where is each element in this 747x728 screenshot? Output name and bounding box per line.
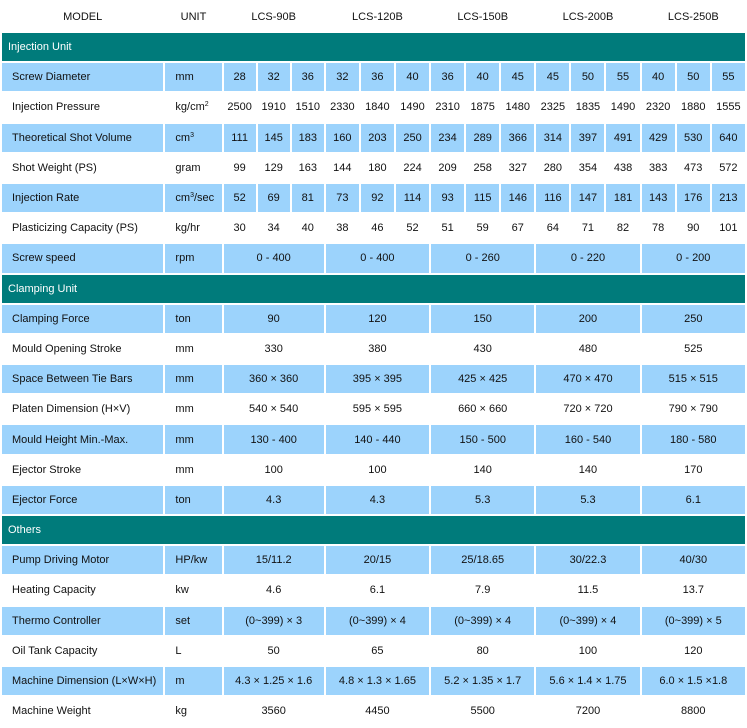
spec-value: 289 [466,124,499,152]
spec-value: 530 [677,124,710,152]
spec-value: 55 [606,63,639,91]
spec-value: (0~399) × 4 [431,607,534,635]
spec-row-injection-rate [2,184,745,212]
spec-row-injection-pressure [2,93,745,121]
spec-value: 1480 [501,93,534,121]
spec-value: 330 [224,335,324,363]
spec-value: 52 [224,184,256,212]
spec-value: 163 [292,154,324,182]
header-model-lcs-250b: LCS-250B [642,2,745,31]
spec-value: 100 [224,456,324,484]
spec-value: 30 [224,214,256,242]
spec-unit [165,576,221,604]
spec-value: 200 [536,305,639,333]
spec-value: 280 [536,154,569,182]
spec-value: 181 [606,184,639,212]
spec-value: 67 [501,214,534,242]
spec-row-theoretical-shot-volume [2,124,745,152]
spec-value: 5.3 [431,486,534,514]
spec-value: 1490 [606,93,639,121]
spec-unit-superscript: 3 [190,131,194,139]
spec-value: 101 [712,214,745,242]
spec-value: 0 - 400 [224,244,324,272]
spec-value: 50 [677,63,710,91]
spec-value: 140 [431,456,534,484]
spec-unit [165,425,221,453]
spec-value: 0 - 220 [536,244,639,272]
spec-value: 36 [431,63,464,91]
spec-unit [165,637,221,665]
spec-unit-text: m [175,675,185,688]
spec-value: 1835 [571,93,604,121]
spec-label: Ejector Force [2,486,163,514]
spec-value: 130 - 400 [224,425,324,453]
spec-value: 92 [361,184,394,212]
spec-value: (0~399) × 5 [642,607,745,635]
spec-value: 90 [224,305,324,333]
spec-unit-text: kw [175,584,189,597]
section-header-others [2,516,745,544]
spec-value: 147 [571,184,604,212]
spec-value: 209 [431,154,464,182]
spec-unit-text: rpm [175,252,195,265]
spec-value: 11.5 [536,576,639,604]
spec-label: Heating Capacity [2,576,163,604]
spec-unit-text: gram [175,161,201,174]
spec-label: Shot Weight (PS) [2,154,163,182]
spec-row-mould-height-min-max [2,425,745,453]
spec-value: 50 [224,637,324,665]
spec-value: (0~399) × 3 [224,607,324,635]
spec-value: 145 [258,124,290,152]
section-title: Others [2,516,745,544]
spec-value: 34 [258,214,290,242]
spec-unit [165,124,221,152]
spec-value: (0~399) × 4 [536,607,639,635]
spec-value: 660 × 660 [431,395,534,423]
spec-value: 146 [501,184,534,212]
spec-value: 81 [292,184,324,212]
spec-value: 32 [258,63,290,91]
spec-value: 160 [326,124,359,152]
spec-value: 160 - 540 [536,425,639,453]
spec-label: Screw Diameter [2,63,163,91]
spec-value: 383 [642,154,675,182]
spec-value: 250 [396,124,429,152]
spec-value: 144 [326,154,359,182]
spec-value: 515 × 515 [642,365,745,393]
spec-value: 71 [571,214,604,242]
spec-value: 380 [326,335,429,363]
spec-value: (0~399) × 4 [326,607,429,635]
spec-row-platen-dimension-h-v [2,395,745,423]
spec-label: Oil Tank Capacity [2,637,163,665]
spec-value: 183 [292,124,324,152]
spec-label: Platen Dimension (H×V) [2,395,163,423]
spec-value: 5.2 × 1.35 × 1.7 [431,667,534,695]
spec-label: Clamping Force [2,305,163,333]
spec-value: 2320 [642,93,675,121]
spec-value: 4.3 × 1.25 × 1.6 [224,667,324,695]
spec-row-space-between-tie-bars [2,365,745,393]
spec-unit-text: cm [175,131,191,144]
spec-row-mould-opening-stroke [2,335,745,363]
section-title: Injection Unit [2,33,745,61]
spec-label: Thermo Controller [2,607,163,635]
spec-value: 111 [224,124,256,152]
spec-unit-superscript: 2 [204,101,209,109]
header-model-lcs-150b: LCS-150B [431,2,534,31]
spec-value: 40/30 [642,546,745,574]
spec-value: 0 - 260 [431,244,534,272]
spec-label: Injection Pressure [2,93,163,121]
spec-unit-text: mm [175,403,194,416]
spec-value: 40 [642,63,675,91]
spec-value: 4.8 × 1.3 × 1.65 [326,667,429,695]
spec-value: 4.3 [326,486,429,514]
header-model: MODEL [2,2,163,31]
spec-value: 115 [466,184,499,212]
spec-value: 140 - 440 [326,425,429,453]
spec-unit-text: cm [175,192,191,205]
spec-row-thermo-controller [2,607,745,635]
header-model-lcs-90b: LCS-90B [224,2,324,31]
spec-unit-text: mm [175,71,194,84]
spec-value: 82 [606,214,639,242]
spec-label: Machine Dimension (L×W×H) [2,667,163,695]
spec-value: 540 × 540 [224,395,324,423]
spec-table-body [2,2,745,725]
spec-value: 73 [326,184,359,212]
spec-row-machine-dimension-l-w-h [2,667,745,695]
spec-value: 38 [326,214,359,242]
spec-row-clamping-force [2,305,745,333]
spec-value: 224 [396,154,429,182]
spec-value: 314 [536,124,569,152]
spec-value: 36 [292,63,324,91]
spec-value: 180 [361,154,394,182]
spec-value: 572 [712,154,745,182]
spec-value: 491 [606,124,639,152]
spec-value: 30/22.3 [536,546,639,574]
spec-value: 0 - 400 [326,244,429,272]
spec-value: 397 [571,124,604,152]
spec-value: 720 × 720 [536,395,639,423]
spec-value: 4450 [326,697,429,725]
spec-value: 52 [396,214,429,242]
spec-unit [165,546,221,574]
spec-value: 100 [326,456,429,484]
spec-unit [165,305,221,333]
section-header-injection-unit [2,33,745,61]
spec-unit-text: ton [175,312,191,325]
spec-unit-superscript: 3 [190,192,194,200]
spec-unit-suffix: /sec [194,192,215,205]
spec-value: 25/18.65 [431,546,534,574]
spec-value: 28 [224,63,256,91]
spec-unit [165,154,221,182]
spec-unit-text: kg [175,705,188,718]
spec-value: 170 [642,456,745,484]
spec-value: 250 [642,305,745,333]
spec-value: 1910 [258,93,290,121]
section-title: Clamping Unit [2,275,745,303]
spec-value: 140 [536,456,639,484]
spec-label: Screw speed [2,244,163,272]
spec-value: 1875 [466,93,499,121]
spec-value: 640 [712,124,745,152]
spec-value: 150 [431,305,534,333]
spec-label: Mould Height Min.-Max. [2,425,163,453]
spec-value: 3560 [224,697,324,725]
spec-unit-text: mm [175,463,194,476]
spec-value: 65 [326,637,429,665]
spec-label: Mould Opening Stroke [2,335,163,363]
spec-value: 90 [677,214,710,242]
spec-value: 7.9 [431,576,534,604]
spec-value: 40 [292,214,324,242]
spec-value: 114 [396,184,429,212]
spec-value: 595 × 595 [326,395,429,423]
spec-value: 525 [642,335,745,363]
spec-value: 1880 [677,93,710,121]
spec-value: 51 [431,214,464,242]
spec-value: 429 [642,124,675,152]
header-model-lcs-200b: LCS-200B [536,2,639,31]
spec-unit [165,244,221,272]
spec-value: 7200 [536,697,639,725]
spec-row-screw-diameter [2,63,745,91]
spec-value: 120 [326,305,429,333]
spec-unit-text: kg/hr [175,222,200,235]
spec-unit [165,697,221,725]
spec-value: 50 [571,63,604,91]
spec-value: 20/15 [326,546,429,574]
header-model-lcs-120b: LCS-120B [326,2,429,31]
spec-value: 790 × 790 [642,395,745,423]
spec-value: 2500 [224,93,256,121]
spec-unit-text: kg/cm [175,101,205,114]
spec-value: 258 [466,154,499,182]
spec-unit-text: L [175,644,182,657]
spec-value: 78 [642,214,675,242]
spec-value: 234 [431,124,464,152]
spec-value: 64 [536,214,569,242]
spec-unit-text: set [175,614,191,627]
spec-row-ejector-stroke [2,456,745,484]
spec-unit [165,456,221,484]
spec-value: 150 - 500 [431,425,534,453]
spec-row-screw-speed [2,244,745,272]
spec-value: 430 [431,335,534,363]
spec-value: 213 [712,184,745,212]
spec-unit [165,395,221,423]
spec-value: 59 [466,214,499,242]
spec-value: 0 - 200 [642,244,745,272]
spec-value: 6.0 × 1.5 ×1.8 [642,667,745,695]
spec-value: 129 [258,154,290,182]
spec-unit [165,667,221,695]
spec-unit-text: mm [175,373,194,386]
spec-value: 2330 [326,93,359,121]
spec-row-ejector-force [2,486,745,514]
spec-value: 176 [677,184,710,212]
spec-value: 116 [536,184,569,212]
spec-unit [165,365,221,393]
spec-value: 180 - 580 [642,425,745,453]
header-unit: UNIT [165,2,221,31]
spec-unit-text: mm [175,433,194,446]
spec-value: 480 [536,335,639,363]
spec-value: 6.1 [326,576,429,604]
spec-unit [165,335,221,363]
spec-value: 366 [501,124,534,152]
spec-unit-text: ton [175,493,191,506]
spec-value: 6.1 [642,486,745,514]
spec-label: Pump Driving Motor [2,546,163,574]
spec-value: 5.3 [536,486,639,514]
spec-unit [165,93,221,121]
spec-row-heating-capacity [2,576,745,604]
spec-value: 32 [326,63,359,91]
spec-unit [165,607,221,635]
spec-value: 203 [361,124,394,152]
spec-label: Machine Weight [2,697,163,725]
header-row [2,2,745,31]
spec-value: 13.7 [642,576,745,604]
spec-unit-text: mm [175,342,194,355]
spec-value: 395 × 395 [326,365,429,393]
spec-value: 425 × 425 [431,365,534,393]
spec-row-pump-driving-motor [2,546,745,574]
spec-label: Space Between Tie Bars [2,365,163,393]
spec-unit [165,214,221,242]
spec-value: 45 [536,63,569,91]
spec-row-plasticizing-capacity-ps [2,214,745,242]
spec-value: 438 [606,154,639,182]
spec-value: 80 [431,637,534,665]
spec-value: 8800 [642,697,745,725]
spec-value: 360 × 360 [224,365,324,393]
spec-row-shot-weight-ps [2,154,745,182]
spec-value: 1490 [396,93,429,121]
spec-unit [165,63,221,91]
spec-label: Plasticizing Capacity (PS) [2,214,163,242]
spec-value: 99 [224,154,256,182]
spec-label: Theoretical Shot Volume [2,124,163,152]
spec-value: 5.6 × 1.4 × 1.75 [536,667,639,695]
spec-value: 46 [361,214,394,242]
spec-value: 93 [431,184,464,212]
spec-label: Ejector Stroke [2,456,163,484]
spec-unit [165,486,221,514]
spec-value: 100 [536,637,639,665]
spec-unit [165,184,221,212]
spec-value: 4.6 [224,576,324,604]
spec-value: 69 [258,184,290,212]
section-header-clamping-unit [2,275,745,303]
spec-value: 55 [712,63,745,91]
spec-value: 15/11.2 [224,546,324,574]
spec-value: 120 [642,637,745,665]
spec-value: 45 [501,63,534,91]
spec-value: 143 [642,184,675,212]
spec-value: 1510 [292,93,324,121]
spec-value: 473 [677,154,710,182]
spec-label: Injection Rate [2,184,163,212]
spec-value: 40 [466,63,499,91]
spec-value: 1840 [361,93,394,121]
spec-value: 2310 [431,93,464,121]
spec-value: 327 [501,154,534,182]
spec-value: 4.3 [224,486,324,514]
spec-value: 354 [571,154,604,182]
spec-row-machine-weight [2,697,745,725]
spec-value: 36 [361,63,394,91]
spec-value: 470 × 470 [536,365,639,393]
spec-value: 40 [396,63,429,91]
spec-row-oil-tank-capacity [2,637,745,665]
spec-value: 5500 [431,697,534,725]
spec-value: 1555 [712,93,745,121]
spec-unit-text: HP/kw [175,554,208,567]
spec-value: 2325 [536,93,569,121]
